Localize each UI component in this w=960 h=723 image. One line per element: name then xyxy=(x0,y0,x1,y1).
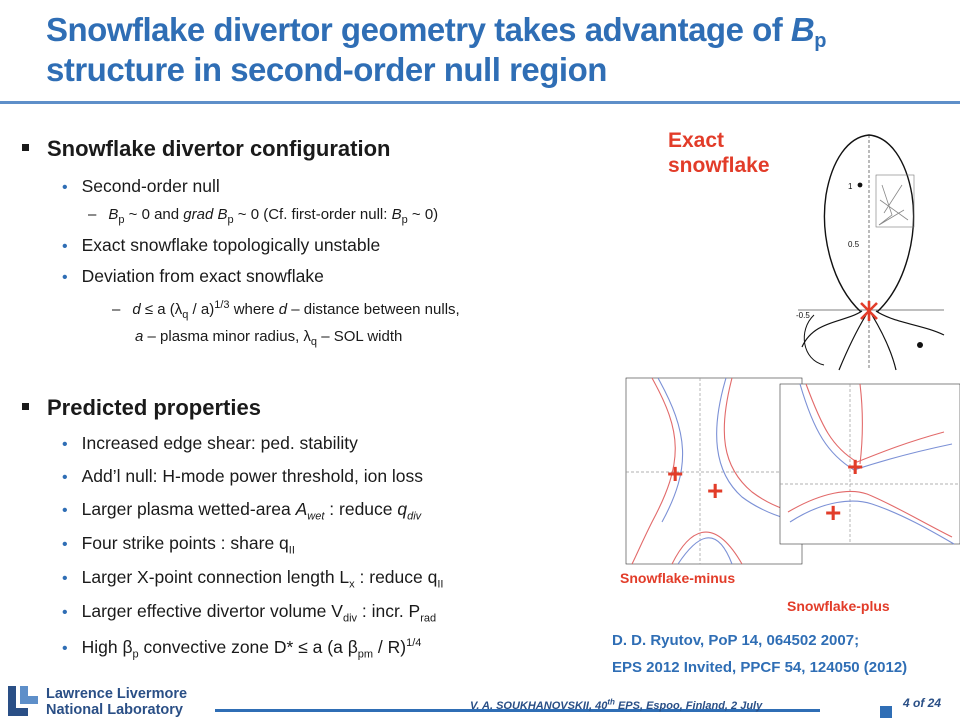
square-bullet-icon xyxy=(22,403,29,410)
beta-symbol: β xyxy=(347,637,358,657)
bullet-dot-icon: • xyxy=(62,604,68,621)
bullet-dot-icon: • xyxy=(62,436,68,453)
var-b: B xyxy=(108,206,119,223)
sub-x: x xyxy=(349,578,355,591)
sub-div: div xyxy=(342,612,358,625)
page-number: 4 of 24 xyxy=(903,696,942,710)
bullet-dot-icon: • xyxy=(62,238,68,255)
exponent: 1/3 xyxy=(214,299,230,311)
sub-p: p xyxy=(132,648,139,661)
property-four-strike-points xyxy=(62,533,295,557)
llnl-logo-icon xyxy=(6,684,40,718)
property-addl-null xyxy=(62,466,423,487)
logo-text-line2: National Laboratory xyxy=(46,702,183,718)
property-connection-length xyxy=(62,567,444,591)
snowflake-plus-label: Snowflake-plus xyxy=(787,598,890,614)
footer-square-icon xyxy=(880,706,892,718)
bullet-dot-icon: • xyxy=(62,269,68,286)
bullet-text: Second-order null xyxy=(81,176,220,196)
snowflake-plus-panel xyxy=(780,384,960,544)
property-wetted-area xyxy=(62,499,422,523)
title-line1-text: Snowflake divertor geometry takes advantage of xyxy=(46,11,791,48)
text: convective zone D* ≤ a (a xyxy=(138,637,348,657)
sub-q: q xyxy=(182,309,189,321)
text: – distance between nulls, xyxy=(287,301,460,318)
sub-p: p xyxy=(118,214,125,226)
sub-bullet-bp-grad xyxy=(88,206,439,226)
bullet-deviation xyxy=(62,266,324,287)
sub-rad: rad xyxy=(420,612,437,625)
bullet-dot-icon: • xyxy=(62,469,68,486)
text: : reduce q xyxy=(354,567,438,587)
property-convective-zone xyxy=(62,637,422,661)
property-divertor-volume xyxy=(62,601,437,625)
square-bullet-icon xyxy=(22,144,29,151)
dash-bullet-icon: – xyxy=(88,206,97,223)
bullet-second-order-null xyxy=(62,176,220,197)
title-var-sub: p xyxy=(814,30,826,52)
bullet-dot-icon: • xyxy=(62,179,68,196)
text: High xyxy=(81,637,123,657)
tick-minus-0-5: -0.5 xyxy=(796,311,810,320)
tick-0-5: 0.5 xyxy=(848,240,860,249)
sub-parallel: II xyxy=(437,578,444,591)
citation-sup: th xyxy=(607,697,615,707)
exponent: 1/4 xyxy=(406,637,422,650)
null-marker-minus-2: + xyxy=(707,475,724,506)
text: ~ 0) xyxy=(407,206,439,223)
var-a: A xyxy=(295,499,308,519)
bullet-text: Deviation from exact snowflake xyxy=(81,266,324,286)
section2-heading-text: Predicted properties xyxy=(47,395,261,420)
text: / a) xyxy=(188,301,215,318)
text: – SOL width xyxy=(317,328,403,345)
bullet-topologically-unstable xyxy=(62,235,380,256)
reference-ryutov: D. D. Ryutov, PoP 14, 064502 2007; xyxy=(612,632,860,649)
title-divider xyxy=(0,101,960,104)
exact-snowflake-label xyxy=(668,128,770,178)
section-heading-snowflake-config xyxy=(22,136,390,162)
sub-bullet-continuation xyxy=(135,328,403,348)
tick-1: 1 xyxy=(848,182,853,191)
magnetic-axis-dot xyxy=(858,183,863,188)
var-d: d xyxy=(132,301,141,318)
text: – plasma minor radius, xyxy=(143,328,304,345)
sub-div: div xyxy=(407,510,422,523)
exact-label-line1: Exact xyxy=(668,129,725,152)
var-a: a xyxy=(135,328,144,345)
coil-dot xyxy=(917,342,923,348)
text: : incr. P xyxy=(357,601,421,621)
bullet-text: Increased edge shear: ped. stability xyxy=(81,433,358,453)
bullet-dot-icon: • xyxy=(62,536,68,553)
bullet-dot-icon: • xyxy=(62,570,68,587)
section1-heading-text: Snowflake divertor configuration xyxy=(47,136,391,161)
text: Larger effective divertor volume V xyxy=(81,601,343,621)
sub-q: q xyxy=(310,336,318,348)
exact-label-line2: snowflake xyxy=(668,154,770,177)
sub-parallel: II xyxy=(288,544,295,557)
text: ≤ a ( xyxy=(140,301,175,318)
sub-bullet-d-formula xyxy=(112,299,460,321)
reference-eps: EPS 2012 Invited, PPCF 54, 124050 (2012) xyxy=(612,659,908,676)
beta-symbol: β xyxy=(122,637,133,657)
citation-text: EPS, Espoo, Finland, 2 July xyxy=(614,700,763,712)
snowflake-minus-label: Snowflake-minus xyxy=(620,570,736,586)
var-d: d xyxy=(278,301,288,318)
text: ~ 0 (Cf. first-order null: xyxy=(233,206,392,223)
slide-title xyxy=(46,10,946,90)
exact-snowflake-diagram xyxy=(784,125,960,375)
lambda-symbol: λ xyxy=(174,301,183,318)
citation-text: V. A. SOUKHANOVSKII, 40 xyxy=(470,700,608,712)
sub-pm: pm xyxy=(357,648,374,661)
title-var-b: B xyxy=(790,11,815,48)
text: Larger X-point connection length L xyxy=(81,567,350,587)
null-marker-minus-1: + xyxy=(667,458,684,489)
text: / R) xyxy=(373,637,407,657)
llnl-logo xyxy=(6,684,211,718)
null-marker-plus-2: + xyxy=(825,497,842,528)
bullet-text: Add’l null: H-mode power threshold, ion loss xyxy=(81,466,424,486)
footer-citation xyxy=(470,697,763,712)
section-heading-predicted-properties xyxy=(22,395,261,421)
sub-p: p xyxy=(227,214,234,226)
snowflake-minus-plus-diagram xyxy=(592,372,960,570)
text: ~ 0 and xyxy=(124,206,184,223)
text: Four strike points : share q xyxy=(81,533,289,553)
sub-p: p xyxy=(401,214,408,226)
var-q: q xyxy=(397,499,408,519)
text: Larger plasma wetted-area xyxy=(81,499,296,519)
bullet-text: Exact snowflake topologically unstable xyxy=(81,235,381,255)
logo-text-line1: Lawrence Livermore xyxy=(46,686,188,702)
var-grad-b: grad B xyxy=(183,206,228,223)
sub-wet: wet xyxy=(307,510,325,523)
text: where xyxy=(229,301,279,318)
snowflake-minus-panel xyxy=(626,378,802,564)
null-marker-plus-1: + xyxy=(847,451,864,482)
diagram-bg xyxy=(784,125,960,375)
var-b: B xyxy=(391,206,402,223)
title-line2-text: structure in second-order null region xyxy=(46,51,607,88)
lambda-symbol: λ xyxy=(303,328,311,345)
bullet-dot-icon: • xyxy=(62,640,68,657)
property-edge-shear xyxy=(62,433,358,454)
bullet-dot-icon: • xyxy=(62,502,68,519)
text: : reduce xyxy=(324,499,398,519)
dash-bullet-icon: – xyxy=(112,301,121,318)
